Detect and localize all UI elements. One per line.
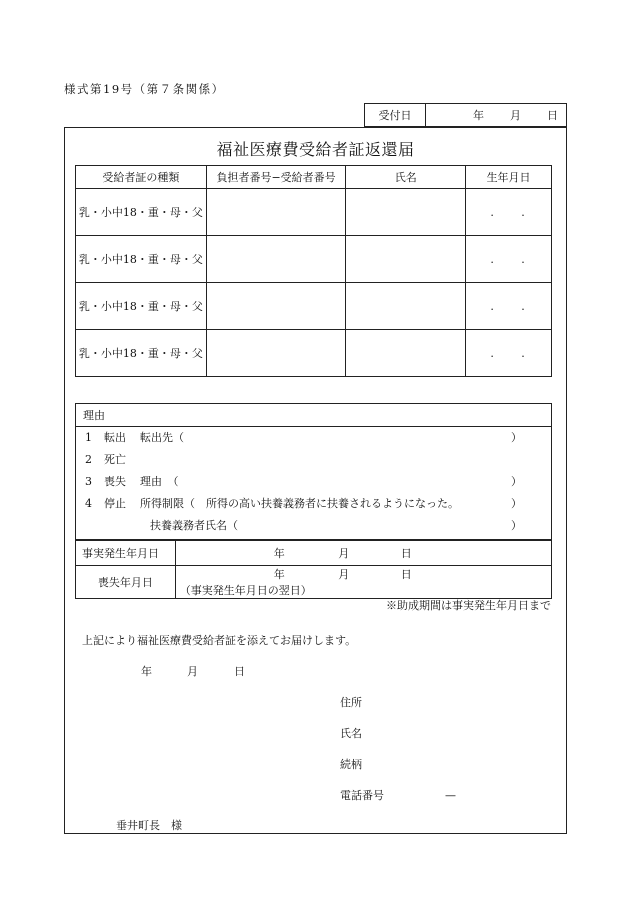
guardian-name-close: ） (511, 519, 522, 532)
submit-day[interactable]: 日 (234, 665, 245, 678)
recipient-table (75, 165, 552, 377)
recipient-number-cell[interactable] (206, 330, 346, 377)
loss-month: 月 (338, 568, 350, 581)
header-name: 氏名 (346, 166, 466, 189)
address-label: 住所 (340, 696, 362, 709)
header-recipient-number: 負担者番号−受給者番号 (206, 166, 346, 189)
subsidy-period-note: ※助成期間は事実発生年月日まで (386, 599, 551, 612)
table-row (76, 330, 552, 377)
reason-section (75, 403, 552, 540)
reason-3-detail[interactable]: 理由 （ (140, 475, 179, 488)
certificate-type-cell[interactable]: 乳・小中18・重・母・父 (76, 283, 207, 330)
applicant-name-label: 氏名 (340, 727, 362, 740)
form-title: 福祉医療費受給者証返還届 (216, 140, 415, 159)
reason-3-number: 3 (85, 475, 92, 488)
name-cell[interactable] (346, 236, 466, 283)
loss-date-field[interactable] (175, 566, 551, 599)
receipt-date-value[interactable] (426, 104, 566, 126)
relationship-label: 続柄 (340, 758, 362, 771)
birth-date-cell[interactable]: . . (466, 236, 552, 283)
reason-2-number: 2 (85, 453, 92, 466)
reason-1-number: 1 (85, 431, 92, 444)
reason-2-type[interactable]: 死亡 (104, 453, 126, 466)
name-cell[interactable] (346, 283, 466, 330)
receipt-date-box (364, 103, 567, 127)
receipt-day: 日 (547, 109, 558, 122)
header-certificate-type: 受給者証の種類 (76, 166, 207, 189)
certificate-type-cell[interactable]: 乳・小中18・重・母・父 (76, 330, 207, 377)
loss-date-label: 喪失年月日 (76, 566, 176, 599)
phone-label: 電話番号 (340, 789, 384, 802)
table-row (76, 566, 552, 599)
reason-4-detail[interactable]: 所得制限（ 所得の高い扶養義務者に扶養されるようになった。 (140, 497, 459, 510)
certificate-type-cell[interactable]: 乳・小中18・重・母・父 (76, 236, 207, 283)
receipt-year: 年 (473, 109, 484, 122)
table-row (76, 236, 552, 283)
receipt-date-label: 受付日 (365, 104, 426, 126)
submission-statement: 上記により福祉医療費受給者証を添えてお届けします。 (82, 634, 357, 647)
table-row (76, 541, 552, 566)
reason-4-type[interactable]: 停止 (104, 497, 126, 510)
birth-date-cell[interactable]: . . (466, 283, 552, 330)
header-birth-date: 生年月日 (466, 166, 552, 189)
table-row (76, 283, 552, 330)
occurrence-day: 日 (400, 547, 412, 560)
recipient-number-cell[interactable] (206, 189, 346, 236)
loss-date-note: （事実発生年月日の翌日） (179, 584, 312, 597)
submit-month[interactable]: 月 (187, 665, 198, 678)
reason-4-close: ） (511, 497, 522, 510)
phone-dash: — (445, 789, 456, 802)
reason-4-number: 4 (85, 497, 92, 510)
reason-3-close: ） (511, 475, 522, 488)
table-row (76, 189, 552, 236)
table-header-row (76, 166, 552, 189)
loss-day: 日 (400, 568, 412, 581)
submit-year[interactable]: 年 (141, 665, 152, 678)
reason-1-type[interactable]: 転出 (104, 431, 126, 444)
recipient-number-cell[interactable] (206, 283, 346, 330)
guardian-name-label[interactable]: 扶養義務者氏名（ (150, 519, 238, 532)
receipt-month: 月 (510, 109, 521, 122)
addressee-line: 垂井町長 様 (116, 819, 182, 832)
certificate-type-cell[interactable]: 乳・小中18・重・母・父 (76, 189, 207, 236)
recipient-number-cell[interactable] (206, 236, 346, 283)
reason-1-detail[interactable]: 転出先（ (140, 431, 184, 444)
occurrence-date-label: 事実発生年月日 (76, 541, 176, 566)
occurrence-month: 月 (338, 547, 350, 560)
birth-date-cell[interactable]: . . (466, 330, 552, 377)
dates-table (75, 540, 552, 599)
birth-date-cell[interactable]: . . (466, 189, 552, 236)
reason-3-type[interactable]: 喪失 (104, 475, 126, 488)
loss-year: 年 (273, 568, 285, 581)
name-cell[interactable] (346, 330, 466, 377)
form-number-label: 様式第19号（第７条関係） (64, 82, 225, 96)
reason-1-close: ） (511, 431, 522, 444)
occurrence-date-field[interactable] (175, 541, 551, 566)
occurrence-year: 年 (273, 547, 285, 560)
reason-header: 理由 (76, 404, 551, 427)
name-cell[interactable] (346, 189, 466, 236)
